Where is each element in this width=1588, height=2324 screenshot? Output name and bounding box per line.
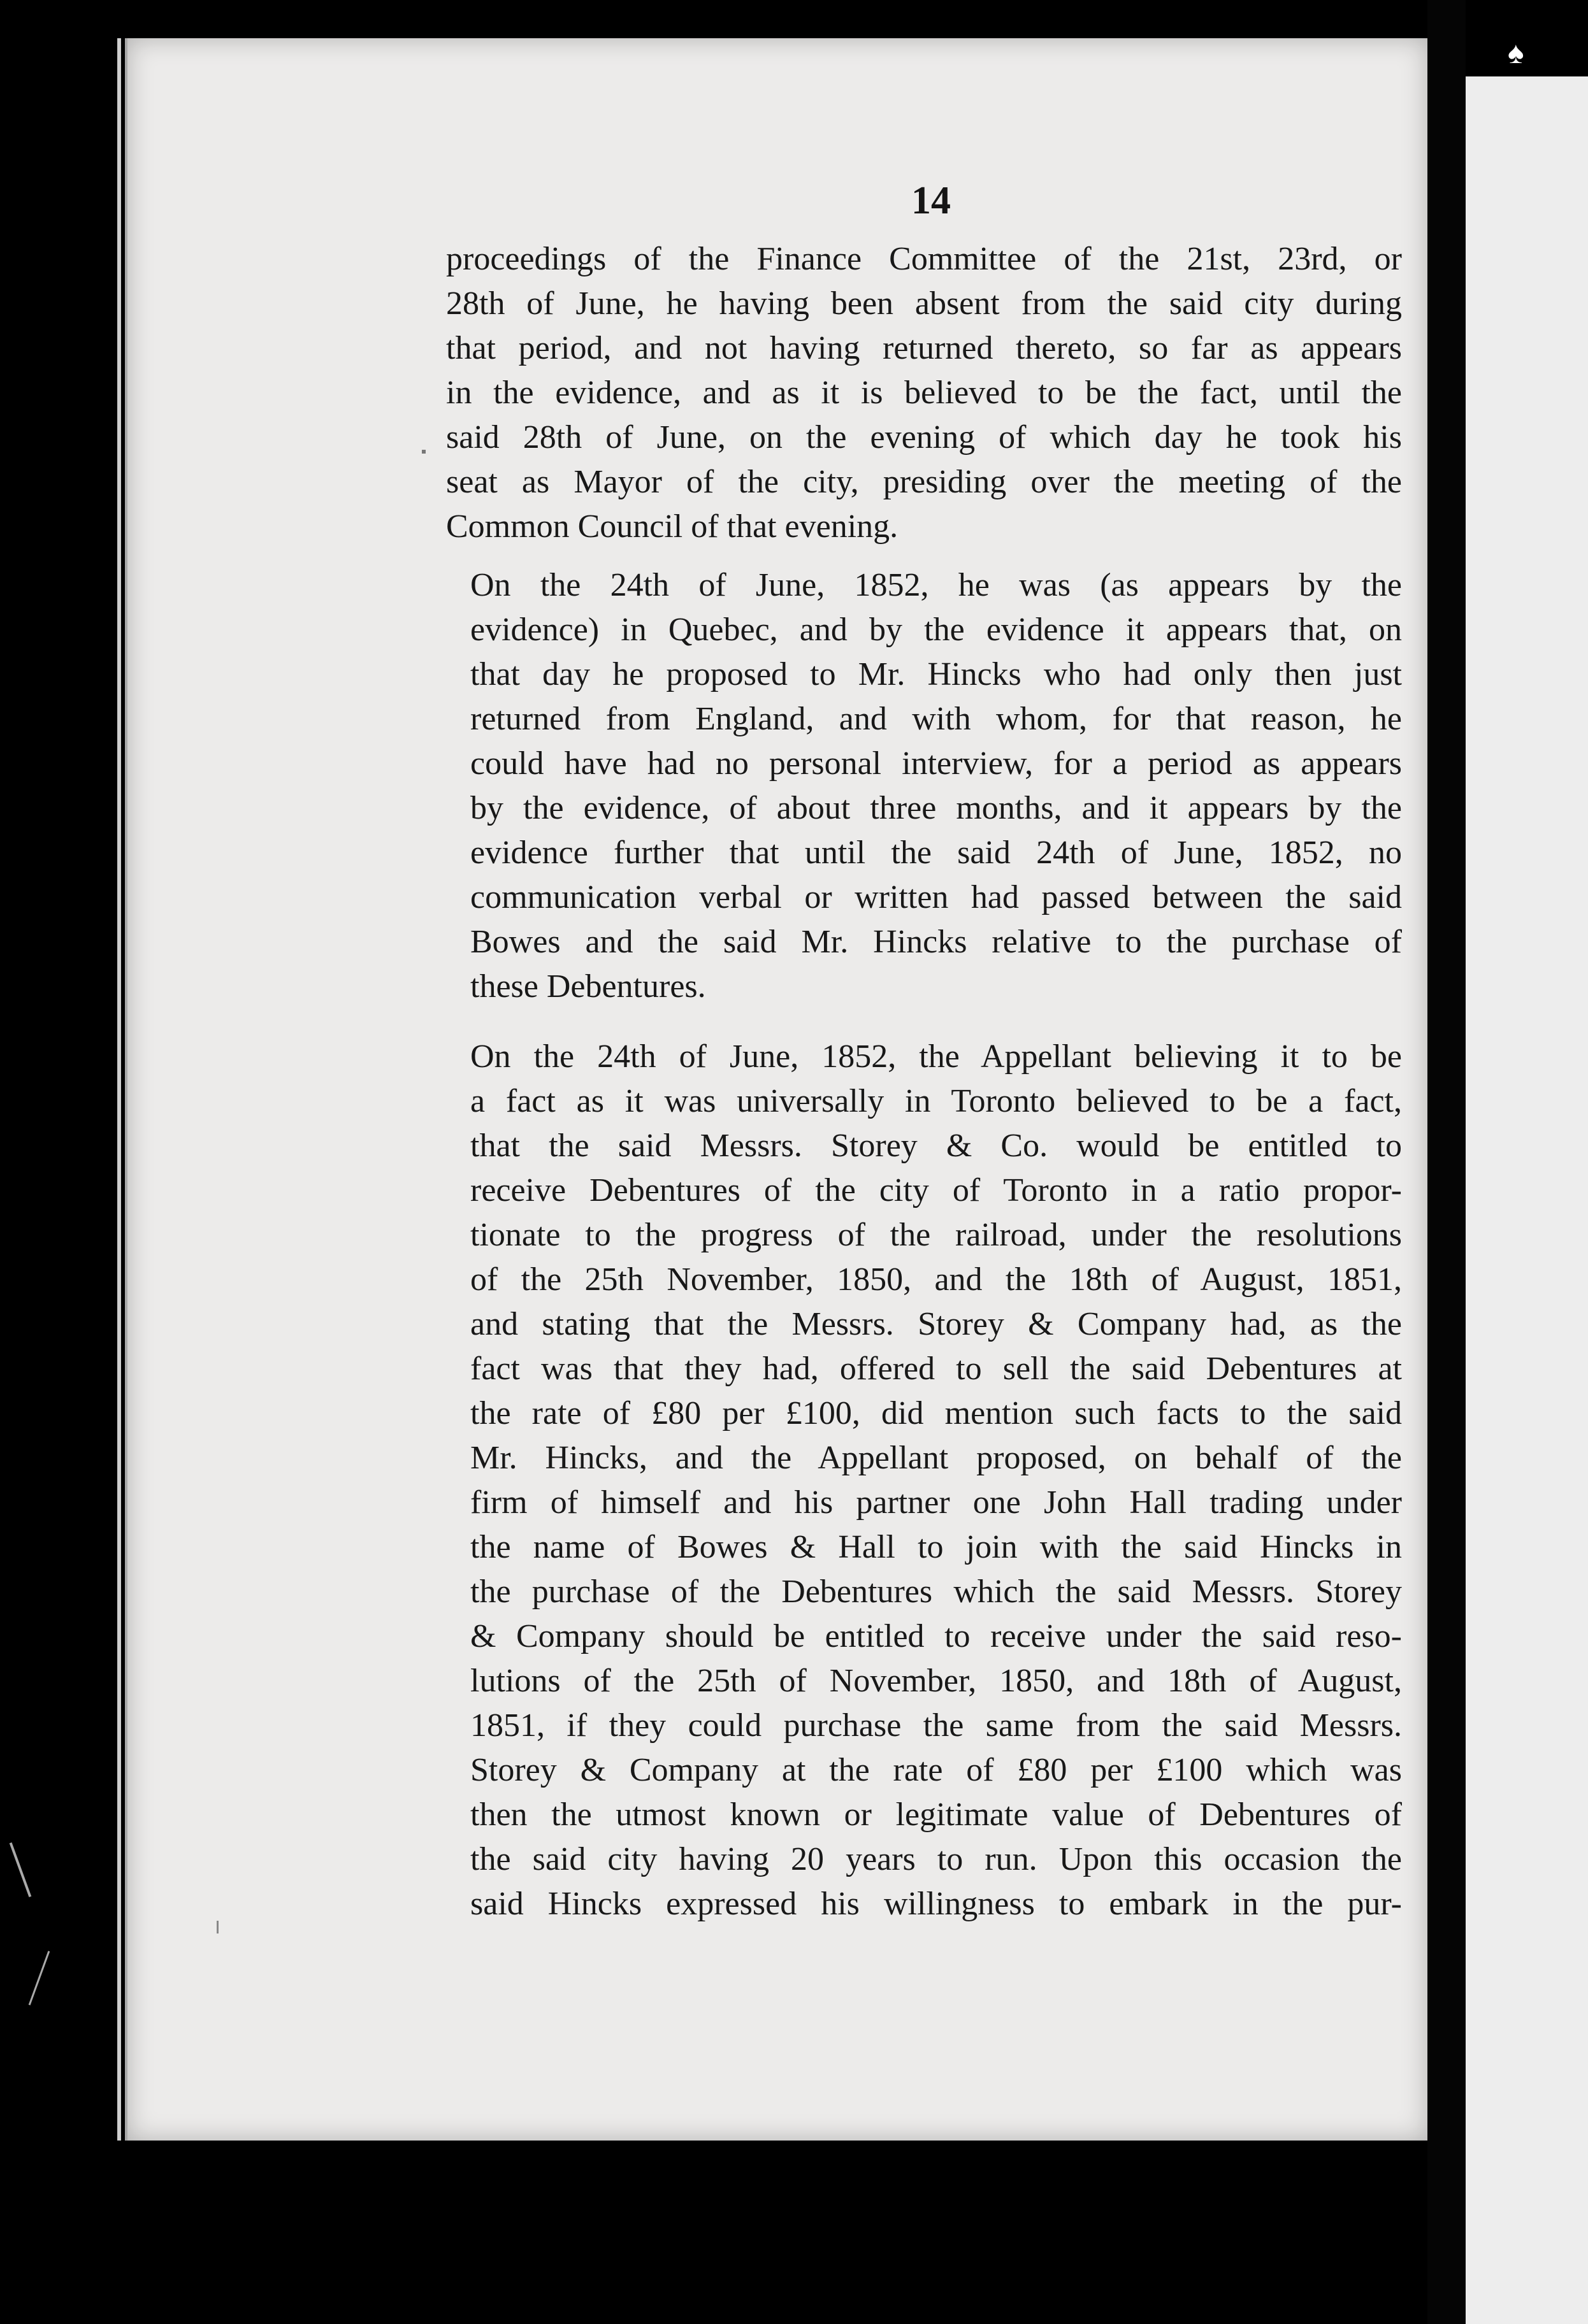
text-line: of the 25th November, 1850, and the 18th of August, 1851, (470, 1261, 1402, 1298)
text-line: then the utmost known or legitimate value of Debentures of (470, 1797, 1402, 1833)
paragraph-3 (446, 1035, 1402, 1926)
page-number: 14 (911, 179, 951, 222)
text-line: Storey & Company at the rate of £80 per £100 which was (470, 1752, 1402, 1788)
text-line: receive Debentures of the city of Toronto in a ratio propor- (470, 1172, 1402, 1209)
text-line: Common Council of that evening. (446, 508, 899, 545)
body-text (446, 237, 1402, 1926)
page-edge (117, 38, 121, 2141)
facing-page-mark: ♠ (1508, 36, 1524, 70)
text-line: in the evidence, and as it is believed to be the fact, until the (446, 375, 1402, 411)
scan-speck (422, 450, 426, 454)
text-line: said Hincks expressed his willingness to embark in the pur- (470, 1886, 1402, 1922)
text-line: & Company should be entitled to receive under the said reso- (470, 1618, 1402, 1654)
text-line: and stating that the Messrs. Storey & Company had, as the (470, 1306, 1402, 1342)
text-line: the said city having 20 years to run. Upon this occasion the (470, 1841, 1402, 1877)
text-line: proceedings of the Finance Committee of the 21st, 23rd, or (446, 241, 1402, 277)
text-line: said 28th of June, on the evening of which day he took his (446, 419, 1402, 455)
text-line: Mr. Hincks, and the Appellant proposed, on behalf of the (470, 1440, 1402, 1476)
text-line: that the said Messrs. Storey & Co. would be entitled to (470, 1128, 1402, 1164)
text-line: tionate to the progress of the railroad, under the resolutions (470, 1217, 1402, 1253)
text-line: 1851, if they could purchase the same from the said Messrs. (470, 1707, 1402, 1744)
text-line: seat as Mayor of the city, presiding over the meeting of the (446, 464, 1402, 500)
text-line: evidence) in Quebec, and by the evidence it appears that, on (470, 612, 1402, 648)
facing-page-edge (1466, 76, 1588, 2324)
text-line: returned from England, and with whom, for that reason, he (470, 701, 1402, 737)
text-line: could have had no personal interview, for a period as appears (470, 745, 1402, 782)
text-line: fact was that they had, offered to sell the said Debentures at (470, 1351, 1402, 1387)
text-line: 28th of June, he having been absent from the said city during (446, 285, 1402, 322)
text-line: evidence further that until the said 24th of June, 1852, no (470, 835, 1402, 871)
text-line: these Debentures. (470, 968, 706, 1005)
text-line: On the 24th of June, 1852, the Appellant believing it to be (470, 1038, 1402, 1075)
text-line: communication verbal or written had passed between the said (470, 879, 1402, 915)
book-gutter (1427, 0, 1466, 2324)
text-line: Bowes and the said Mr. Hincks relative to the purchase of (470, 924, 1402, 960)
text-line: firm of himself and his partner one John Hall trading under (470, 1484, 1402, 1521)
scan-speck (217, 1921, 219, 1933)
text-line: On the 24th of June, 1852, he was (as appears by the (470, 567, 1402, 603)
text-line: the rate of £80 per £100, did mention such facts to the said (470, 1395, 1402, 1431)
paragraph-1 (446, 237, 1402, 549)
text-line: the purchase of the Debentures which the said Messrs. Storey (470, 1574, 1402, 1610)
text-line: a fact as it was universally in Toronto believed to be a fact, (470, 1083, 1402, 1119)
text-line: that period, and not having returned thereto, so far as appears (446, 330, 1402, 366)
text-line: lutions of the 25th of November, 1850, and 18th of August, (470, 1663, 1402, 1699)
paragraph-2 (446, 563, 1402, 1009)
text-line: by the evidence, of about three months, and it appears by the (470, 790, 1402, 826)
text-line: that day he proposed to Mr. Hincks who had only then just (470, 656, 1402, 692)
text-line: the name of Bowes & Hall to join with the said Hincks in (470, 1529, 1402, 1565)
